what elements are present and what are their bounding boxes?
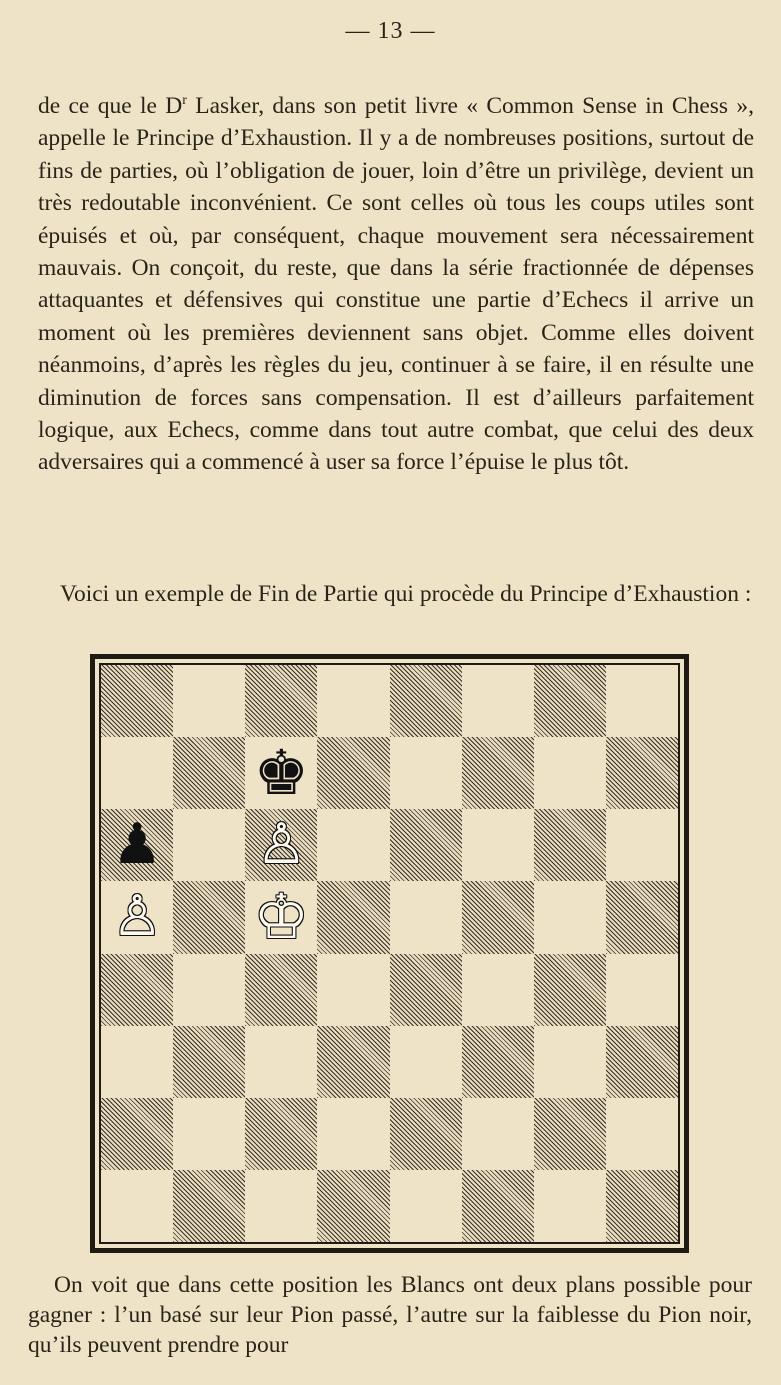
square-d4 [317,954,389,1026]
paragraph-principle-of-exhaustion [38,90,754,479]
square-g5 [534,881,606,953]
square-h7 [606,737,678,809]
square-b7 [173,737,245,809]
square-c4 [245,954,317,1026]
square-e4 [390,954,462,1026]
paragraph-two-plans: On voit que dans cette position les Blancs ont deux plans possible pour gagner : l’un basé sur leur Pion passé, l’autre sur la faiblesse du Pion noir, qu’ils peuvent prendre pour [28,1272,752,1358]
square-e7 [390,737,462,809]
square-g6 [534,809,606,881]
square-a5 [101,881,173,953]
square-g7 [534,737,606,809]
black-pawn-icon: ♟ [111,812,163,878]
square-h5 [606,881,678,953]
square-d6 [317,809,389,881]
square-e1 [390,1170,462,1242]
square-f6 [462,809,534,881]
square-d2 [317,1098,389,1170]
white-king-icon: ♔ [253,880,310,954]
square-a8 [101,665,173,737]
square-a7 [101,737,173,809]
white-pawn-icon: ♙ [111,884,163,950]
square-h6 [606,809,678,881]
square-h4 [606,954,678,1026]
square-d7 [317,737,389,809]
square-h2 [606,1098,678,1170]
square-a3 [101,1026,173,1098]
square-a6 [101,809,173,881]
paragraph-text-rest: Lasker, dans son petit livre « Common Sense in Chess », appelle le Principe d’Exhaustion. Il y a de nombreuses positions, surtout de fins de parties, où l’obligation de jouer, loin d’être un privilège, devient un très redoutable inconvénient. Ce sont celles où tous les coups utiles sont épuisés et où, par conséquent, chaque mouvement sera nécessairement mauvais. On conçoit, du reste, que dans la série fractionnée de dépenses attaquantes et défensives qui constitue une partie d’Echecs il arrive un moment où les premières deviennent sans objet. Comme elles doivent néanmoins, d’après les règles du jeu, continuer à se faire, il en résulte une diminution de forces sans compensation. Il est d’ailleurs parfaitement logique, aux Echecs, comme dans tout autre combat, que celui des deux adversaires qui a commencé à user sa force l’épuise le plus tôt. [38,93,755,476]
square-c1 [245,1170,317,1242]
square-g8 [534,665,606,737]
square-b6 [173,809,245,881]
square-c8 [245,665,317,737]
square-b8 [173,665,245,737]
square-f7 [462,737,534,809]
paragraph-text-start: de ce que le D [38,93,183,119]
square-e6 [390,809,462,881]
white-pawn-icon: ♙ [256,812,307,878]
square-d3 [317,1026,389,1098]
square-c5 [245,881,317,953]
square-c3 [245,1026,317,1098]
square-c2 [245,1098,317,1170]
square-e3 [390,1026,462,1098]
page-number: — 13 — [345,18,436,44]
square-h8 [606,665,678,737]
square-f5 [462,881,534,953]
square-g3 [534,1026,606,1098]
square-g1 [534,1170,606,1242]
square-h3 [606,1026,678,1098]
square-d5 [317,881,389,953]
square-f2 [462,1098,534,1170]
square-g2 [534,1098,606,1170]
superscript-abbrev: r [182,93,187,109]
square-b2 [173,1098,245,1170]
square-f4 [462,954,534,1026]
square-f3 [462,1026,534,1098]
square-f1 [462,1170,534,1242]
square-d1 [317,1170,389,1242]
square-c6 [245,809,317,881]
square-a2 [101,1098,173,1170]
square-a1 [101,1170,173,1242]
square-f8 [462,665,534,737]
square-h1 [606,1170,678,1242]
black-king-icon: ♚ [253,736,310,810]
square-b5 [173,881,245,953]
square-c7 [245,737,317,809]
chess-diagram [90,654,689,1253]
square-g4 [534,954,606,1026]
square-e2 [390,1098,462,1170]
square-b4 [173,954,245,1026]
square-b3 [173,1026,245,1098]
square-a4 [101,954,173,1026]
square-e8 [390,665,462,737]
paragraph-example-intro: Voici un exemple de Fin de Partie qui procède du Principe d’Exhaustion : [60,581,752,607]
square-b1 [173,1170,245,1242]
square-d8 [317,665,389,737]
square-e5 [390,881,462,953]
chess-board [99,663,680,1244]
